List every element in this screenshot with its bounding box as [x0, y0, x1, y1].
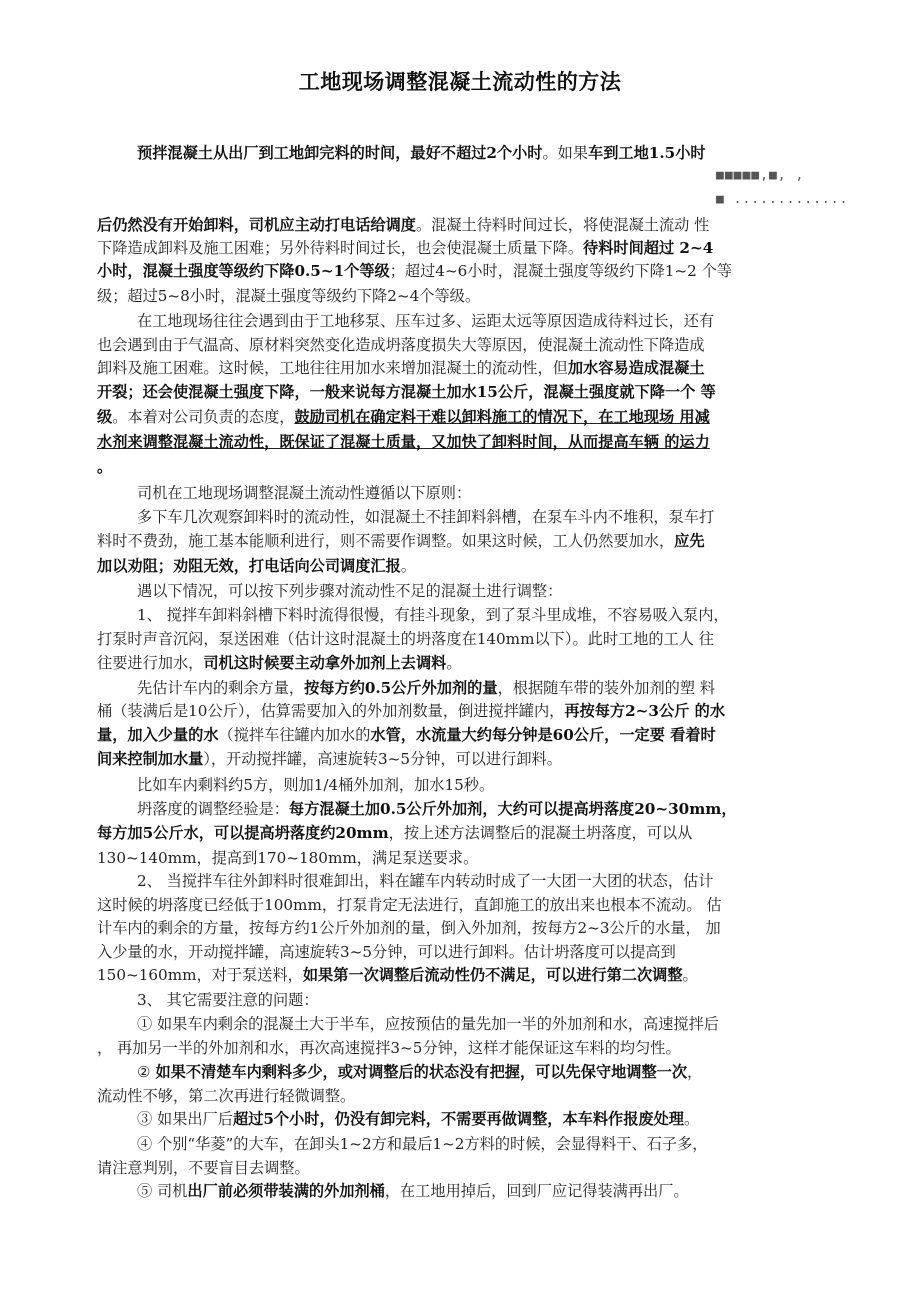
bold-text: 待料时间超过 2~4	[583, 239, 714, 257]
paragraph-line	[97, 1085, 355, 1107]
text-span: 。	[446, 654, 462, 672]
text-span: 司机在工地现场调整混凝土流动性遵循以下原则：	[137, 484, 472, 502]
paragraph-line	[97, 431, 710, 453]
paragraph-line	[97, 964, 698, 986]
text-span: 下降造成卸料及施工困难；另外待料时间过长，也会使混凝土质量下降。	[97, 239, 583, 257]
text-span: 150~160mm，对于泵送料，	[97, 966, 303, 984]
bold-text: 后仍然没有开始卸料，司机应主动打电话给调度	[97, 216, 416, 234]
paragraph-line	[97, 700, 725, 722]
bold-text: 司机这时候要主动拿外加剂上去调料	[203, 654, 447, 672]
text-span: ，根据随车带的装外加剂的塑 料	[497, 679, 716, 697]
underline	[97, 433, 710, 451]
text-span: ②	[137, 1063, 156, 1081]
paragraph-line	[137, 580, 562, 602]
paragraph-line	[97, 652, 462, 674]
paragraph-line	[137, 677, 715, 699]
paragraph-line	[97, 822, 692, 844]
paragraph-line	[97, 381, 716, 403]
bold-text: 级	[97, 408, 113, 426]
text-span: 先估计车内的剩余方量，	[137, 679, 305, 697]
bold-text: 。	[97, 458, 113, 476]
paragraph-line	[137, 482, 471, 504]
scan-noise-row-1: ■■■■■,■, ,	[716, 168, 805, 183]
bold-text: 出厂前必须带装满的外加剂桶	[187, 1182, 385, 1200]
text-span: 3、 其它需要注意的问题：	[137, 991, 319, 1009]
paragraph-line	[137, 870, 713, 892]
paragraph-line	[137, 798, 737, 820]
document-title: 工地现场调整混凝土流动性的方法	[298, 70, 622, 94]
bold-text: 如果不清楚车内剩料多少，或对调整后的状态没有把握，可以先保守地调整一次	[155, 1063, 688, 1081]
paragraph-line	[97, 917, 721, 939]
bold-text: 间来控制加水量	[97, 750, 204, 768]
bold-text: 按每方约0.5公斤外加剂的量	[304, 679, 498, 697]
bold-text: 水管，水流量大约每分钟是60公斤，一定要 看着时	[370, 726, 716, 744]
paragraph-line	[97, 214, 709, 236]
paragraph-line	[97, 941, 676, 963]
text-span: 流动性不够，第二次再进行轻微调整。	[97, 1087, 356, 1105]
paragraph-line	[137, 989, 319, 1011]
paragraph-line	[97, 530, 705, 552]
paragraph-line	[137, 506, 714, 528]
paragraph-line	[137, 310, 714, 332]
text-span: ， 再加另一半的外加剂和水，再次高速搅拌3~5分钟，这样才能保证这车料的均匀性。	[97, 1039, 681, 1057]
text-span: 遇以下情况，可以按下列步骤对流动性不足的混凝土进行调整：	[137, 582, 563, 600]
bold-text: 再按每方2~3公斤 的水	[564, 702, 726, 720]
paragraph-line	[97, 237, 713, 259]
paragraph-line	[97, 748, 562, 770]
text-span: ③ 如果出厂后	[137, 1110, 233, 1128]
text-span: 也会遇到由于气温高、原材料突然变化造成坍落度损失大等原因，使混凝土流动性下降造成	[97, 336, 705, 354]
text-span: 这时候的坍落度已经低于100mm，打泵肯定无法进行，直卸施工的放出来也根本不流动。 估	[97, 896, 722, 914]
paragraph-line	[97, 847, 478, 869]
bold-text: 小时，混凝土强度等级约下降0.5~1个等级	[97, 262, 390, 280]
text-span: ① 如果车内剩余的混凝土大于半车，应按预估的量先加一半的外加剂和水，高速搅拌后	[137, 1015, 719, 1033]
text-span: 入少量的水，开动搅拌罐，高速旋转3~5分钟，可以进行卸料。估计坍落度可以提高到	[97, 943, 676, 961]
bold-text: 加水容易造成混凝土	[567, 359, 705, 377]
text-span: 计车内的剩余的方量，按每方约1公斤外加剂的量，倒入外加剂，按每方2~3公斤的水量， 加	[97, 919, 721, 937]
paragraph-line	[97, 1157, 310, 1179]
text-span: 料时不费劲，施工基本能顺利进行，则不需要作调整。如果这时候，工人仍然要加水，	[97, 532, 675, 550]
bold-text: 超过5个小时，仍没有卸完料，不需要再做调整，本车料作报废处理	[232, 1110, 684, 1128]
text-span: 打泵时声音沉闷，泵送困难（估计这时混凝土的坍落度在140mm以下）。此时工地的工人 往	[97, 630, 714, 648]
paragraph-line	[97, 334, 705, 356]
text-span: 。本着对公司负责的态度，	[112, 408, 295, 426]
text-span: 。	[400, 557, 416, 575]
paragraph-line	[97, 260, 732, 282]
bold-text: 车到工地1.5小时	[588, 144, 706, 162]
bold-text: 如果第一次调整后流动性仍不满足，可以进行第二次调整	[302, 966, 683, 984]
scan-noise-row-2: ■ .............	[716, 192, 849, 207]
bold-text: 每方加5公斤水，可以提高坍落度约20mm	[97, 824, 389, 842]
text-span: ⑤ 司机	[137, 1182, 188, 1200]
text-span: ④ 个别“华菱”的大车，在卸头1~2方和最后1~2方料的时候，会显得料干、石子多，	[137, 1135, 708, 1153]
bold-text: 量，加入少量的水	[97, 726, 219, 744]
text-span: 比如车内剩料约5方，则加1/4桶外加剂，加水15秒。	[137, 776, 495, 794]
text-span: 多下车几次观察卸料时的流动性，如混凝土不挂卸料斜槽，在泵车斗内不堆积，泵车打	[137, 508, 715, 526]
text-span: 级；超过5~8小时，混凝土强度等级约下降2~4个等级。	[97, 287, 481, 305]
underline	[294, 408, 709, 426]
bold-text: 每方混凝土加0.5公斤外加剂，大约可以提高坍落度20~30mm，	[288, 800, 737, 818]
text-span: ，	[687, 1063, 703, 1081]
text-span: ），开动搅拌罐，高速旋转3~5分钟，可以进行卸料。	[203, 750, 562, 768]
paragraph-line	[137, 1133, 707, 1155]
text-span: 卸料及施工困难。这时候，工地往往用加水来增加混凝土的流动性，但	[97, 359, 568, 377]
bold-text: 加以劝阻；劝阻无效，打电话向公司调度汇报	[97, 557, 401, 575]
paragraph-line	[97, 894, 722, 916]
text-span: 请注意判别，不要盲目去调整。	[97, 1159, 310, 1177]
text-span: 。混凝土待料时间过长，将使混凝土流动 性	[415, 216, 710, 234]
paragraph-line	[97, 456, 112, 478]
text-span: ，按上述方法调整后的混凝土坍落度，可以从	[388, 824, 693, 842]
text-span: 桶（装满后是10公斤），估算需要加入的外加剂数量，倒进搅拌罐内，	[97, 702, 565, 720]
text-span: 。	[683, 1110, 700, 1128]
paragraph-line	[97, 724, 716, 746]
paragraph-line	[137, 142, 706, 164]
bold-text: 预拌混凝土从出厂到工地卸完料的时间，最好不超过2个小时	[137, 144, 543, 162]
paragraph-line	[137, 774, 494, 796]
text-span: 往要进行加水，	[97, 654, 204, 672]
paragraph-line	[137, 604, 729, 626]
text-span: ；超过4~6小时，混凝土强度等级约下降1~2 个等	[389, 262, 733, 280]
paragraph-line	[97, 357, 705, 379]
text-span: 。如果	[542, 144, 589, 162]
paragraph-line	[97, 628, 714, 650]
text-span: 坍落度的调整经验是：	[137, 800, 289, 818]
bold-text: 开裂；还会使混凝土强度下降，一般来说每方混凝土加水15公斤，混凝土强度就下降一个 等	[97, 383, 716, 401]
text-span: 。	[682, 966, 698, 984]
paragraph-line	[97, 406, 710, 428]
bold-text: 鼓励司机在确定料干难以卸料施工的情况下，在工地现场 用减	[294, 408, 710, 426]
text-span: ，在工地用掉后，回到厂应记得装满再出厂。	[384, 1182, 689, 1200]
paragraph-line	[137, 1180, 689, 1202]
text-span: 1、 搅拌车卸料斜槽下料时流得很慢，有挂斗现象，到了泵斗里成堆，不容易吸入泵内，	[137, 606, 729, 624]
text-span: 在工地现场往往会遇到由于工地移泵、压车过多、运距太远等原因造成待料过长，还有	[137, 312, 715, 330]
paragraph-line	[97, 1037, 681, 1059]
bold-text: 水剂来调整混凝土流动性，既保证了混凝土质量，又加快了卸料时间，从而提高车辆 的运力	[97, 433, 710, 451]
text-span: 130~140mm，提高到170~180mm，满足泵送要求。	[97, 849, 479, 867]
paragraph-line	[97, 285, 480, 307]
paragraph-line	[137, 1061, 702, 1083]
text-span: 2、 当搅拌车往外卸料时很难卸出，料在罐车内转动时成了一大团一大团的状态，估计	[137, 872, 714, 890]
paragraph-line	[137, 1108, 699, 1130]
bold-text: 应先	[674, 532, 705, 550]
paragraph-line	[97, 555, 416, 577]
paragraph-line	[137, 1013, 719, 1035]
text-span: （搅拌车往罐内加水的	[218, 726, 371, 744]
